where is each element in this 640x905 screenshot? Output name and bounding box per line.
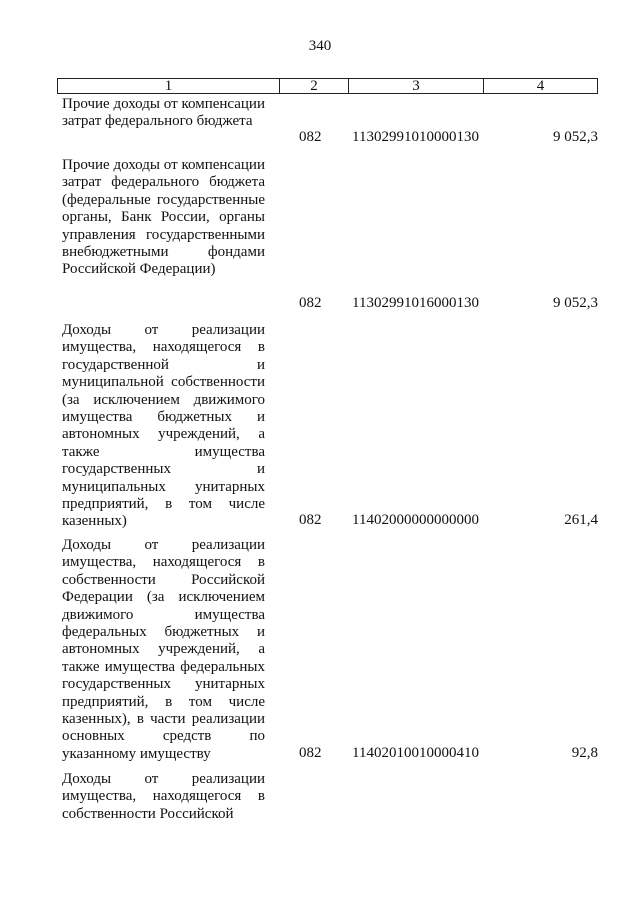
row-kbk: 11302991016000130 bbox=[352, 295, 479, 311]
table-row bbox=[57, 96, 598, 152]
row-description: Доходы от реализации имущества, находящегося в собственности Российской bbox=[62, 771, 265, 822]
row-kbk: 11402000000000000 bbox=[352, 512, 479, 528]
row-amount: 92,8 bbox=[571, 745, 598, 761]
row-amount: 261,4 bbox=[564, 512, 598, 528]
header-col-3: 3 bbox=[349, 79, 484, 93]
table-row bbox=[57, 322, 598, 530]
row-description: Доходы от реализации имущества, находящегося в государственной и муниципальной собственности (за исключением движимого имущества бюджетных и автономных учреждений, а также имущества государственных и муниципальных унитарных предприятий, в том числе казенных) bbox=[62, 322, 265, 530]
row-amount: 9 052,3 bbox=[553, 295, 598, 311]
row-description: Прочие доходы от компенсации затрат федерального бюджета (федеральные государственные органы, Банк России, органы управления государственными внебюджетными фондами Российской Федерации) bbox=[62, 157, 265, 278]
row-description: Доходы от реализации имущества, находящегося в собственности Российской Федерации (за исключением движимого имущества федеральных бюджетных и автономных учреждений, а также имущества федеральных государственных унитарных предприятий, в том числе казенных), в части реализации основных средств по указанному имуществу bbox=[62, 537, 265, 762]
row-kbk: 11302991010000130 bbox=[352, 129, 479, 145]
row-amount: 9 052,3 bbox=[553, 129, 598, 145]
row-admin-code: 082 bbox=[299, 512, 322, 528]
table-row bbox=[57, 771, 598, 831]
row-admin-code: 082 bbox=[299, 129, 322, 145]
table-row bbox=[57, 157, 598, 317]
table-row bbox=[57, 537, 598, 765]
header-col-4: 4 bbox=[536, 78, 545, 94]
row-admin-code: 082 bbox=[299, 295, 322, 311]
row-admin-code: 082 bbox=[299, 745, 322, 761]
header-col-2: 2 bbox=[280, 79, 349, 93]
row-kbk: 11402010010000410 bbox=[352, 745, 479, 761]
page-number: 340 bbox=[308, 38, 332, 54]
row-description: Прочие доходы от компенсации затрат федерального бюджета bbox=[62, 96, 265, 130]
header-col-1: 1 bbox=[58, 79, 280, 93]
table-header bbox=[57, 78, 598, 94]
